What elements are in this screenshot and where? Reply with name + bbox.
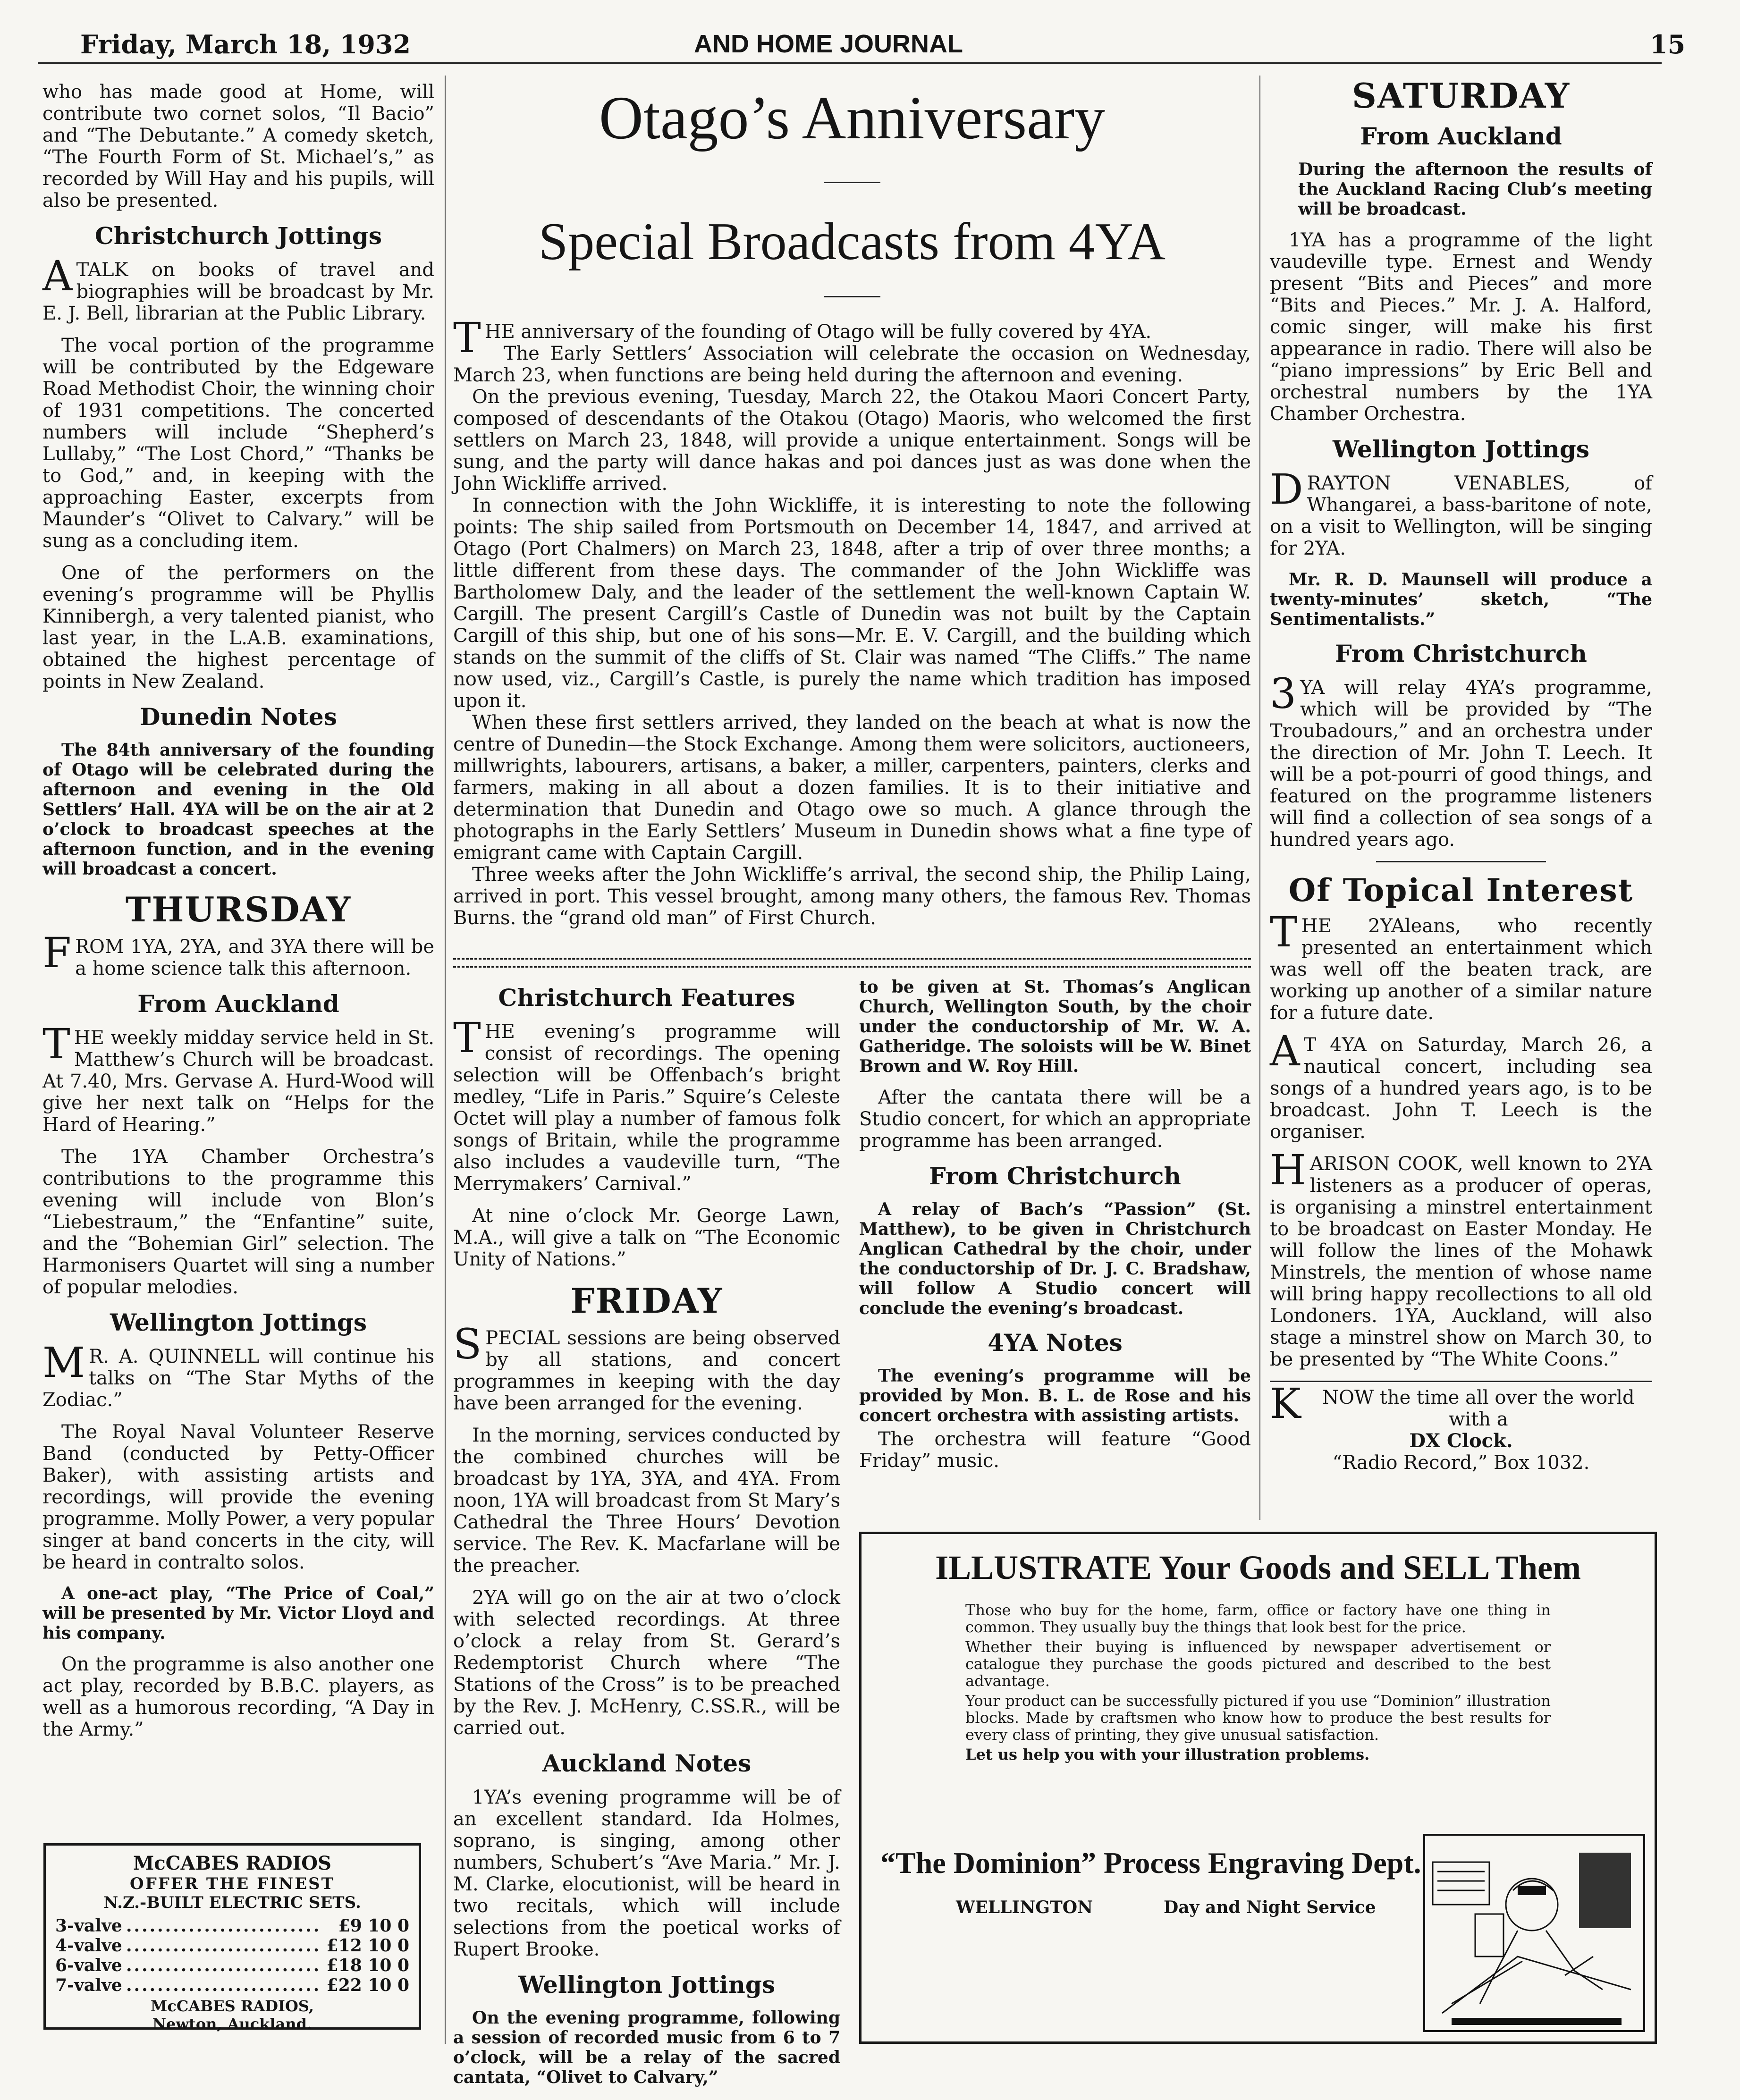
paragraph: On the programme is also another one act play, recorded by B.B.C. players, as well as a humorous recording, “A Day in the Army.” [42, 1653, 434, 1740]
paragraph: Let us help you with your illustration problems. [965, 1746, 1370, 1763]
ad-footer: Newton, Auckland. [152, 2015, 313, 2033]
christchurch-features-heading: Christchurch Features [498, 984, 795, 1012]
paragraph: ATALK on books of travel and biographies will be broadcast by Mr. E. J. Bell, librarian at the Public Library. [42, 252, 434, 324]
column-4 [1270, 76, 1652, 1474]
paragraph: The Royal Naval Volunteer Reserve Band (conducted by Petty-Officer Baker), with assisting artists and recordings, will provide the evening programme. Molly Power, a very popular singer at band concerts in the city, will be heard in contralto solos. [42, 1421, 434, 1573]
paragraph: During the afternoon the results of the Auckland Racing Club’s meeting will be broadcast. [1298, 160, 1652, 219]
paragraph: Three weeks after the John Wickliffe’s arrival, the second ship, the Philip Laing, arrived in port. This vessel brought, among many others, the famous Rev. Thomas Burns. the “grand old man” of First Church. [453, 864, 1251, 929]
paragraph: At nine o’clock Mr. George Lawn, M.A., will give a talk on “The Economic Unity of Nations.” [453, 1205, 840, 1270]
paragraph: Mr. R. D. Maunsell will produce a twenty-minutes’ sketch, “The Sentimentalists.” [1270, 570, 1652, 629]
ad-footer: McCABES RADIOS, [150, 1997, 314, 2015]
column-1 [42, 81, 434, 1751]
column-divider [1259, 76, 1260, 1520]
notice-line: DX Clock. [1409, 1430, 1513, 1452]
paragraph: 1YA’s evening programme will be of an excellent standard. Ida Holmes, soprano, is singing, among other numbers, Schubert’s “Ave Maria.” Mr. J. M. Clarke, elocutionist, will be heard in two recitals, which will include selections from the poetical works of Rupert Brooke. [453, 1787, 840, 1960]
price-value: £9 10 0 [338, 1916, 409, 1936]
paragraph: In the morning, services conducted by the combined churches will be broadcast by 1YA, 3YA, and 4YA. From noon, 1YA will broadcast from St Mary’s Cathedral the Three Hours’ Devotion service. The Rev. K. Macfarlane will be the preacher. [453, 1425, 840, 1577]
paragraph: The 1YA Chamber Orchestra’s contributions to the programme this evening will include von Blon’s “Liebestraum,” the “Enfantine” suite, and the “Bohemian Girl” selection. The Harmonisers Quartet will sing a number of popular melodies. [42, 1146, 434, 1298]
paragraph: In connection with the John Wickliffe, it is interesting to note the following points: The ship sailed from Portsmouth on December 14, 1847, and arrived at Otago (Port Chalmers) on March 23, 1848, after a trip of over three months; a little different from these days. The commander of the John Wickliffe was Bartholomew Daly, and the leader of the settlement the well-known Captain W. Cargill. The present Cargill’s Castle of Dunedin was not built by the Captain Cargill of this ship, but one of his sons—Mr. E. V. Cargill, and the building which stands on the summit of the cliffs of St. Clair was named “The Cliffs.” The name now used, viz., Cargill’s Castle, is purely the name which tradition has imposed upon it. [453, 495, 1251, 712]
price-row [55, 1936, 409, 1956]
price-label: 7-valve [55, 1975, 122, 1995]
mccabes-radios-ad [43, 1843, 421, 2033]
paragraph: Those who buy for the home, farm, office or factory have one thing in common. They usually buy the things that look best for the price. [965, 1601, 1551, 1636]
from-auckland-heading: From Auckland [1360, 122, 1562, 150]
paragraph: THE weekly midday service held in St. Matthew’s Church will be broadcast. At 7.40, Mrs. Gervase A. Hurd-Wood will give her next talk on “Helps for the Hard of Hearing.” [42, 1020, 434, 1136]
thursday-heading: THURSDAY [125, 889, 352, 929]
ad-title: McCABES RADIOS [133, 1852, 332, 1874]
price-row [55, 1916, 409, 1936]
paragraph: THE evening’s programme will consist of recordings. The opening selection will be Offenbach’s bright medley, “Life in Paris.” Squire’s Celeste Octet will play a number of famous folk songs of Britain, while the programme also includes a vaudeville turn, “The Merrymakers’ Carnival.” [453, 1013, 840, 1195]
brand-city: WELLINGTON [956, 1898, 1093, 1917]
paragraph: DRAYTON VENABLES, of Whangarei, a bass-baritone of note, on a visit to Wellington, will be singing for 2YA. [1270, 465, 1652, 559]
ad-line: N.Z.-BUILT ELECTRIC SETS. [103, 1893, 361, 1912]
wellington-jottings-heading: Wellington Jottings [1332, 435, 1590, 463]
paragraph: MR. A. QUINNELL will continue his talks on “The Star Myths of the Zodiac.” [42, 1338, 434, 1411]
paragraph: The Early Settlers’ Association will celebrate the occasion on Wednesday, March 23, when functions are being held during the afternoon and evening. [453, 343, 1251, 386]
dominion-engraving-ad [859, 1532, 1657, 2044]
paragraph: THE 2YAleans, who recently presented an entertainment which was well off the beaten track, are working up another of a similar nature for a future date. [1270, 908, 1652, 1024]
paragraph: Whether their buying is influenced by newspaper advertisement or catalogue they purchase the goods pictured and described to the best advantage. [965, 1638, 1551, 1690]
paragraph: The 84th anniversary of the founding of Otago will be celebrated during the afternoon and evening in the Old Settlers’ Hall. 4YA will be on the air at 2 o’clock to broadcast speeches at the afternoon function, and in the evening will broadcast a concert. [42, 740, 434, 879]
title-rule [824, 182, 880, 183]
paragraph: 2YA will go on the air at two o’clock with selected recordings. At three o’clock a relay from St. Gerard’s Redemptorist Church where “The Stations of the Cross” is to be preached by the Rev. J. McHenry, C.SS.R., will be carried out. [453, 1587, 840, 1739]
from-christchurch-heading: From Christchurch [929, 1162, 1181, 1190]
section-divider [453, 958, 1251, 968]
notice-line: KNOW the time all over the world with a [1270, 1379, 1635, 1430]
paragraph: The vocal portion of the programme will be contributed by the Edgeware Road Methodist Choir, the winning choir of 1931 competitions. The concerted numbers will include “Shepherd’s Lullaby,” “The Lost Chord,” “Thanks be to God,” and, in keeping with the approaching Easter, excerpts from Maunder’s “Olivet to Calvary.” will be sung as a concluding item. [42, 335, 434, 552]
paragraph: 3YA will relay 4YA’s programme, which will be provided by “The Troubadours,” and an orchestra under the direction of Mr. John T. Leech. It will be a pot-pourri of good things, and featured on the programme listeners will find a collection of sea songs of a hundred years ago. [1270, 669, 1652, 851]
from-christchurch-heading: From Christchurch [1335, 640, 1587, 667]
dx-clock-notice [1270, 1381, 1652, 1474]
paragraph: 1YA has a programme of the light vaudeville type. Ernest and Wendy present “Bits and Pieces” and more “Bits and Pieces.” Mr. J. A. Halford, comic singer, will make his first appearance in radio. There will also be “piano impressions” by Eric Bell and orchestral numbers by the 1YA Chamber Orchestra. [1270, 229, 1652, 425]
price-label: 4-valve [55, 1936, 122, 1956]
price-value: £18 10 0 [326, 1956, 409, 1975]
paragraph: The orchestra will feature “Good Friday” music. [859, 1428, 1251, 1472]
column-divider [445, 76, 446, 2044]
christchurch-jottings-heading: Christchurch Jottings [94, 222, 382, 250]
header-page-number: 15 [1650, 29, 1686, 59]
section-rule [1376, 861, 1546, 862]
intro-paragraph: who has made good at Home, will contribute two cornet solos, “Il Bacio” and “The Debutante.” A comedy sketch, “The Fourth Form of St. Michael’s,” as recorded by Will Hay and his pupils, will also be presented. [42, 81, 434, 211]
header-rule [38, 62, 1662, 64]
notice-line: “Radio Record,” Box 1032. [1332, 1452, 1590, 1474]
dunedin-notes-heading: Dunedin Notes [140, 703, 337, 731]
paragraph: A relay of Bach’s “Passion” (St. Matthew), to be given in Christchurch Anglican Cathedral by the choir, under the conductorship of Dr. J. C. Bradshaw, will follow A Studio concert will conclude the evening’s broadcast. [859, 1199, 1251, 1318]
paragraph: SPECIAL sessions are being observed by all stations, and concert programmes in keeping with the day have been arranged for the evening. [453, 1320, 840, 1414]
column-3 [859, 977, 1251, 1482]
paragraph: AT 4YA on Saturday, March 26, a nautical concert, including sea songs of a hundred years ago, is to be broadcast. John T. Leech is the organiser. [1270, 1027, 1652, 1143]
ad-body [880, 1602, 1636, 1763]
price-row [55, 1956, 409, 1975]
header-date: Friday, March 18, 1932 [80, 29, 411, 59]
from-auckland-heading: From Auckland [137, 990, 339, 1018]
paragraph: On the evening programme, following a session of recorded music from 6 to 7 o’clock, will be a relay of the sacred cantata, “Olivet to Calvary,” [453, 2008, 840, 2087]
paragraph: HARISON COOK, well known to 2YA listeners as a producer of operas, is organising a minstrel entertainment to be broadcast on Easter Monday. He will follow the lines of the Mohawk Minstrels, the mention of whose name will bring happy recollections to all old Londoners. 1YA, Auckland, will also stage a minstrel show on March 30, to be presented by “The White Coons.” [1270, 1146, 1652, 1370]
wellington-jottings-heading: Wellington Jottings [110, 1308, 367, 1336]
column-2 [453, 977, 840, 2098]
paragraph: The evening’s programme will be provided by Mon. B. L. de Rose and his concert orchestra with assisting artists. [859, 1366, 1251, 1425]
friday-heading: FRIDAY [570, 1281, 723, 1321]
feature-title: Otago’s Anniversary [599, 84, 1106, 152]
feature-body [453, 313, 1251, 929]
paragraph: FROM 1YA, 2YA, and 3YA there will be a home science talk this afternoon. [42, 928, 434, 979]
feature-article [453, 83, 1251, 929]
price-value: £12 10 0 [326, 1936, 409, 1956]
header-journal: AND HOME JOURNAL [694, 30, 963, 58]
feature-subtitle: Special Broadcasts from 4YA [538, 212, 1166, 271]
saturday-heading: SATURDAY [1351, 76, 1571, 116]
title-rule [824, 296, 880, 297]
brand-service: Day and Night Service [1164, 1898, 1376, 1917]
paragraph: Your product can be successfully pictured if you use “Dominion” illustration blocks. Made by craftsmen who know how to produce the best results for every class of printing, they give unusual satisfaction. [965, 1692, 1551, 1744]
ad-headline: ILLUSTRATE Your Goods and SELL Them [935, 1549, 1581, 1586]
paragraph: One of the performers on the evening’s programme will be Phyllis Kinnibergh, a very talented pianist, who last year, in the L.A.B. examinations, obtained the highest percentage of points in New Zealand. [42, 562, 434, 692]
engraver-illustration [1423, 1834, 1645, 2032]
paragraph: When these first settlers arrived, they landed on the beach at what is now the centre of Dunedin—the Stock Exchange. Among them were solicitors, auctioneers, millwrights, labourers, artisans, a baker, a miller, carpenters, painters, clerks and farmers, making in all about a dozen families. It is to their initiative and determination that Dunedin and Otago owe so much. A glance through the photographs in the Early Settlers’ Museum in Dunedin shows what a fine type of emigrant came with Captain Cargill. [453, 712, 1251, 864]
paragraph: to be given at St. Thomas’s Anglican Church, Wellington South, by the choir under the conductorship of Mr. W. A. Gatheridge. The soloists will be W. Binet Brown and W. Roy Hill. [859, 977, 1251, 1076]
paragraph: THE anniversary of the founding of Otago will be fully covered by 4YA. [453, 313, 1152, 362]
auckland-notes-heading: Auckland Notes [542, 1749, 752, 1777]
price-value: £22 10 0 [326, 1975, 409, 1995]
ad-line: OFFER THE FINEST [130, 1874, 335, 1893]
price-label: 6-valve [55, 1956, 122, 1975]
4ya-notes-heading: 4YA Notes [988, 1329, 1123, 1357]
paragraph: On the previous evening, Tuesday, March 22, the Otakou Maori Concert Party, composed of descendants of the Otakou (Otago) Maoris, who welcomed the first settlers on March 23, 1848, will provide a unique entertainment. Songs will be sung, and the party will dance hakas and poi dances just as was done when the John Wickliffe arrived. [453, 386, 1251, 495]
price-label: 3-valve [55, 1916, 122, 1936]
price-row [55, 1975, 409, 1995]
topical-interest-heading: Of Topical Interest [1288, 872, 1634, 909]
wellington-jottings-heading: Wellington Jottings [518, 1971, 776, 1999]
paragraph: After the cantata there will be a Studio concert, for which an appropriate programme has been arranged. [859, 1087, 1251, 1152]
brand-name: “The Dominion” Process Engraving Dept. [880, 1846, 1421, 1880]
paragraph: A one-act play, “The Price of Coal,” will be presented by Mr. Victor Lloyd and his company. [42, 1584, 434, 1643]
